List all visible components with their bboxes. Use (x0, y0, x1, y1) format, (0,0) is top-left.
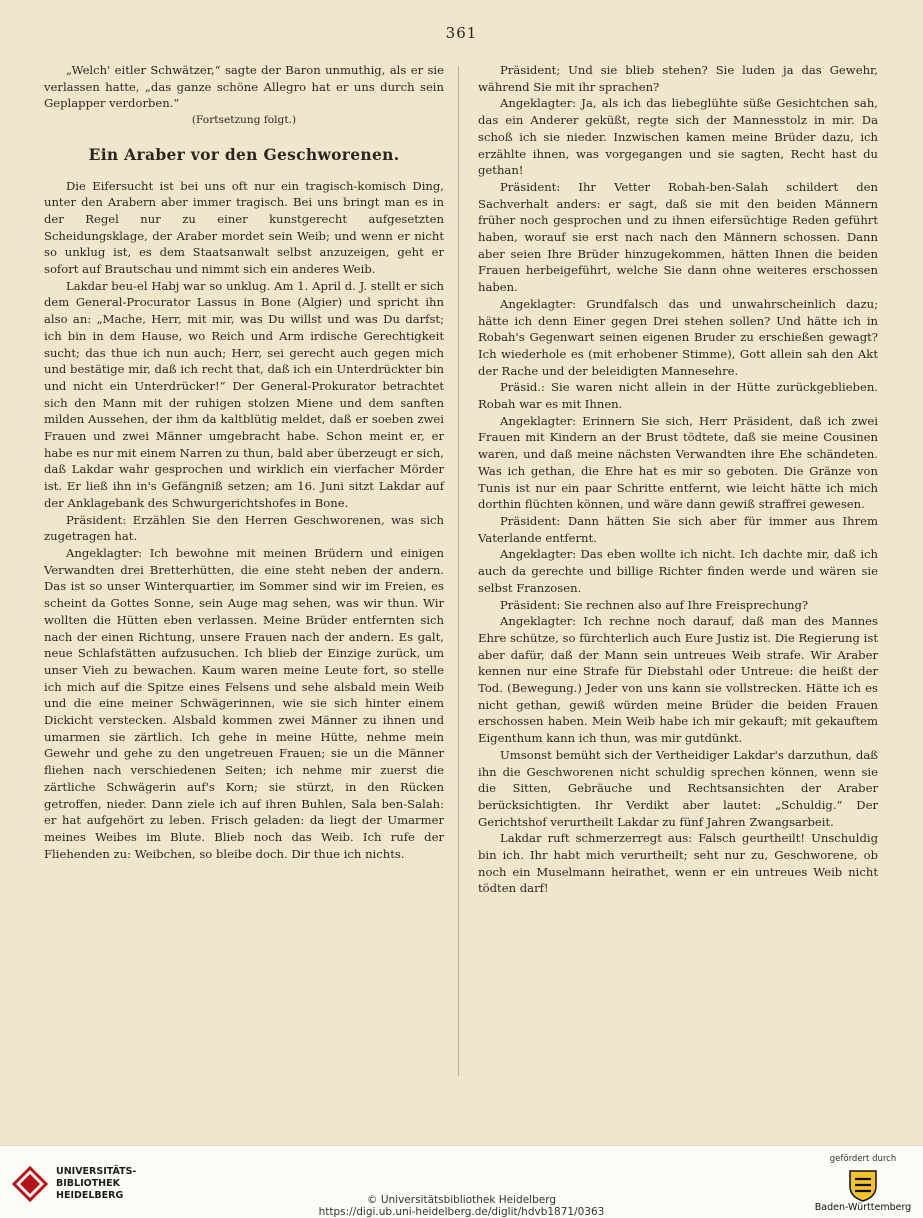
copyright-text: © Universitätsbibliothek Heidelberg (366, 1194, 556, 1206)
serial-closing-paragraph: „Welch' eitler Schwätzer,“ sagte der Baron unmuthig, als er sie verlassen hatte, „das ganze schöne Allegro hat er uns durch sein Geplapper verdorben.“ (44, 63, 444, 111)
dialogue-paragraph: Präsident; Und sie blieb stehen? Sie luden ja das Gewehr, während Sie mit ihr sprachen? (478, 63, 878, 94)
viewer-footer (0, 1145, 923, 1218)
article-paragraph: Umsonst bemüht sich der Vertheidiger Lakdar's darzuthun, daß ihn die Geschworenen nicht schuldig sprechen können, wenn sie die Sitten, Gebräuche und Rechtsansichten der Araber berücksichtigten. Ihr Verdikt aber lautet: „Schuldig.“ Der Gerichtshof verurtheilt Lakdar zu fünf Jahren Zwangsarbeit. (478, 747, 878, 829)
dialogue-paragraph: Präsident: Dann hätten Sie sich aber für immer aus Ihrem Vaterlande entfernt. (478, 513, 878, 545)
left-column (44, 62, 444, 862)
permalink[interactable]: https://digi.ub.uni-heidelberg.de/diglit/hdvb1871/0363 (318, 1206, 605, 1218)
page-number: 361 (445, 24, 478, 42)
library-name: UNIVERSITÄTS- BIBLIOTHEK HEIDELBERG (56, 1166, 137, 1201)
article-paragraph: Lakdar beu-el Habj war so unklug. Am 1. April d. J. stellt er sich dem General-Procurator Lassus in Bone (Algier) und spricht ihn also an: „Mache, Herr, mit mir, was Du willst und was Du darfst; ich bin in dem Hause, wo Reich und Arm irdische Gerechtigkeit sucht; das thue ich nun auch; Herr, sei gerecht auch gegen mich und bestätige mir, daß ich recht that, daß ich ein Unterdrückter bin und nicht ein Unterdrücker!“ Der General-Prokurator betrachtet sich den Mann mit der ruhigen stolzen Miene und dem sanften milden Aussehen, der ihm da kaltblütig meldet, daß er soeben zwei Frauen und zwei Männer umgebracht habe. Schon meint er, er habe es nur mit einem Narren zu thun, bald aber überzeugt er sich, daß Lakdar wahr gesprochen und wirklich ein vierfacher Mörder ist. Er ließ ihn in's Gefängniß setzen; am 16. Juni sitzt Lakdar auf der Anklagebank des Schwurgerichtshofes in Bone. (44, 278, 444, 510)
article-paragraph: Die Eifersucht ist bei uns oft nur ein tragisch-komisch Ding, unter den Arabern aber immer tragisch. Bei uns bringt man es in der Regel nur zu einer kunstgerecht aufgesetzten Scheidungsklage, der Araber mordet sein Weib; und wenn er nicht so unklug ist, es dem Staatsanwalt selbst anzuzeigen, geht er sofort auf Brautschau und nimmt sich ein anderes Weib. (44, 178, 444, 277)
dialogue-paragraph: Angeklagter: Erinnern Sie sich, Herr Präsident, daß ich zwei Frauen mit Kindern an der Brust tödtete, daß sie meine Cousinen waren, und daß meine nächsten Verwandten ihre Ehe schändeten. Was ich gethan, die Ehre hat es mir so geboten. Die Gränze von Tunis ist nur ein paar Schritte entfernt, wie leicht hätte ich mich dorthin flüchten können, und wäre dann gewiß straffrei gewesen. (478, 413, 878, 512)
funder-logo[interactable] (813, 1154, 913, 1214)
dialogue-paragraph: Angeklagter: Grundfalsch das und unwahrscheinlich dazu; hätte ich denn Einer gegen Drei stehen sollen? Und hätte ich in Robah's Gegenwart seinen eigenen Bruder zu erschießen gewagt? Ich wiederhole es (mit erhobener Stimme), Gott allein sah den Akt der Rache und der beleidigten Mannesehre. (478, 296, 878, 378)
dialogue-paragraph: Präsid.: Sie waren nicht allein in der Hütte zurückgeblieben. Robah war es mit Ihnen. (478, 380, 878, 412)
column-divider (458, 66, 459, 1076)
funded-by-label: gefördert durch (829, 1154, 897, 1164)
coat-of-arms-icon (847, 1168, 879, 1202)
dialogue-paragraph: Angeklagter: Ja, als ich das liebeglühte süße Gesichtchen sah, das ein Anderer geküßt, regte sich der Mannesstolz in mir. Da schoß ich sie nieder. Inzwischen kamen meine Brüder dazu, ich erzählte ihnen, was vorgegangen und sie sagten, Recht hast du gethan! (478, 96, 878, 178)
dialogue-paragraph: Angeklagter: Ich rechne noch darauf, daß man des Mannes Ehre schütze, so fürchterlich auch Eure Justiz ist. Die Regierung ist aber dafür, daß der Mann sein untreues Weib strafe. Wir Araber kennen nur eine Strafe für Diebstahl oder Untreue: die heißt der Tod. (Bewegung.) Jeder von uns kann sie vollstrecken. Hätte ich es nicht gethan, gewiß würden meine Brüder die beiden Frauen erschossen haben. Mein Weib habe ich mir gekauft; mit gekauftem Eigenthum kann ich thun, was mir gutdünkt. (478, 614, 878, 746)
dialogue-paragraph: Präsident: Ihr Vetter Robah-ben-Salah schildert den Sachverhalt anders: er sagt, daß sie mit den beiden Männern früher noch gesprochen und zu ihnen eifersüchtige Reden geführt haben, worauf sie erst nach nach den Männern schossen. Dann aber seien Ihre Brüder hinzugekommen, hätten Ihnen die beiden Frauen herbeigeführt, welche Sie dann ohne weiteres erschossen haben. (478, 179, 878, 295)
article-title: Ein Araber vor den Geschworenen. (88, 144, 400, 164)
dialogue-paragraph: Angeklagter: Das eben wollte ich nicht. Ich dachte mir, daß ich auch da gerechte und billige Richter finden werde und wären sie selbst Franzosen. (478, 547, 878, 595)
article-paragraph: Lakdar ruft schmerzerregt aus: Falsch geurtheilt! Unschuldig bin ich. Ihr habt mich verurtheilt; seht nur zu, Geschworene, ob noch ein Muselmann heirathet, wenn er ein untreues Weib nicht tödten darf! (478, 831, 878, 896)
funder-name: Baden-Württemberg (814, 1202, 912, 1213)
dialogue-paragraph: Präsident: Erzählen Sie den Herren Geschworenen, was sich zugetragen hat. (44, 512, 444, 544)
dialogue-paragraph: Angeklagter: Ich bewohne mit meinen Brüdern und einigen Verwandten drei Bretterhütten, die eine steht neben der andern. Das ist so unser Winterquartier, im Sommer sind wir im Freien, es scheint da Gottes Sonne, sein Auge mag sehen, was wir thun. Wir wollten die Hütten eben verlassen. Meine Brüder entfernten sich nach der einen Richtung, unsere Frauen nach der andern. Es galt, neue Schlafstätten aufzusuchen. Ich blieb der Einzige zurück, um unser Vieh zu bewachen. Kaum waren meine Leute fort, so stelle ich mich auf die Spitze eines Felsens und sehe alsbald mein Weib und die eine meiner Schwägerinnen, wie sie sich hinter einem Dickicht verstecken. Alsbald kommen zwei Männer zu ihnen und umarmen sie zärtlich. Ich gehe in meine Hütte, nehme mein Gewehr und gehe zu den ungetreuen Frauen; sie un die Männer fliehen nach verschiedenen Seiten; ich nehme mir zuerst die zärtliche Schwägerin auf's Korn; sie stürzt, in den Rücken getroffen, nieder. Dann ziele ich auf ihren Buhlen, Sala ben-Salah: er hat aufgehört zu leben. Frisch geladen: da liegt der Umarmer meines Weibes im Blute. Blieb noch das Weib. Ich rufe der Fliehenden zu: Weibchen, so bleibe doch. Dir thue ich nichts. (44, 545, 444, 861)
continuation-note: (Fortsetzung folgt.) (191, 114, 297, 127)
dialogue-paragraph: Präsident: Sie rechnen also auf Ihre Freisprechung? (500, 597, 809, 612)
right-column (478, 62, 878, 897)
